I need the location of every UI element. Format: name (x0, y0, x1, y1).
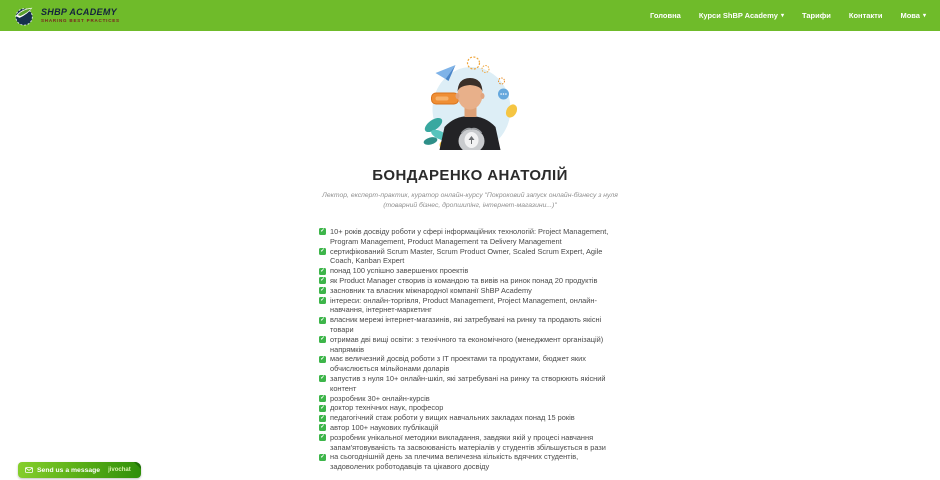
list-item: ✓ сертифікований Scrum Master, Scrum Product Owner, Scaled Scrum Expert, Agile Coach, Kanban Expert (320, 246, 603, 266)
check-icon: ✓ (320, 355, 325, 362)
list-item: ✓ автор 100+ наукових публікацій (320, 422, 439, 432)
list-item: ✓ розробник унікальної методики викладання, завдяки якій у процесі навчання запам'ятовуваність та засвоюваність матеріалів у студентів збільшується в рази (320, 432, 606, 452)
list-item: ✓ доктор технічних наук, професор (320, 403, 444, 413)
check-icon: ✓ (320, 375, 325, 382)
check-icon: ✓ (320, 404, 325, 411)
list-item: ✓ як Product Manager створив із командою та вивів на ринок понад 20 продуктів (320, 275, 598, 285)
lecturer-subtitle: Лектор, експерт-практик, куратор онлайн-курсу "Покроковий запуск онлайн-бізнесу з нуля (товарний бізнес, дропшипінг, інтернет-магазини...)" (322, 192, 618, 210)
check-icon: ✓ (320, 228, 325, 235)
list-item: ✓ педагогічний стаж роботи у вищих навчальних закладах понад 15 років (320, 413, 575, 423)
logo-title: SHBP ACADEMY (41, 6, 117, 17)
logo-globe-icon (14, 5, 36, 27)
check-icon: ✓ (320, 434, 325, 441)
nav-item-home[interactable]: Головна (649, 11, 681, 20)
page-title: БОНДАРЕНКО АНАТОЛІЙ (372, 167, 568, 184)
page-content (0, 31, 940, 480)
lecturer-photo (422, 53, 519, 150)
main-nav (650, 11, 926, 20)
check-icon: ✓ (320, 453, 325, 460)
chevron-down-icon: ▾ (780, 12, 784, 19)
check-icon: ✓ (320, 424, 325, 431)
logo-tagline: SHARING BEST PRACTICES (41, 17, 120, 23)
list-item: ✓ отримав дві вищі освіти: з технічного та економічного (менеджмент організацій) напрямків (320, 334, 604, 354)
check-icon: ✓ (320, 287, 325, 294)
chevron-down-icon: ▾ (922, 12, 926, 19)
list-item: ✓ розробник 30+ онлайн-курсів (320, 393, 430, 403)
nav-item-language[interactable]: Мова ▾ (900, 11, 926, 20)
nav-item-courses[interactable]: Курси ShBP Academy ▾ (698, 11, 784, 20)
chat-widget[interactable] (18, 462, 141, 478)
check-icon: ✓ (320, 394, 325, 401)
list-item: ✓ інтереси: онлайн-торгівля, Product Management, Project Management, онлайн-навчання, інтернет-маркетинг (320, 295, 597, 315)
check-icon: ✓ (320, 247, 325, 254)
envelope-icon (25, 467, 33, 473)
achievements-list (319, 227, 621, 472)
chat-message-label: Send us a message (37, 466, 101, 474)
lecturer-portrait-illustration (422, 53, 519, 150)
check-icon: ✓ (320, 277, 325, 284)
check-icon: ✓ (320, 336, 325, 343)
check-icon: ✓ (320, 296, 325, 303)
list-item: ✓ власник мережі інтернет-магазинів, які затребувані на ринку та продають якісні товари (320, 315, 602, 334)
check-icon: ✓ (320, 414, 325, 421)
nav-item-contacts[interactable]: Контакти (848, 11, 883, 20)
list-item: ✓ запустив з нуля 10+ онлайн-шкіл, які затребувані на ринку та створюють якісний контент (320, 373, 606, 393)
check-icon: ✓ (320, 316, 325, 323)
list-item: ✓ на сьогоднішній день за плечима величезна кількість вдячних студентів, задоволених роботодавців та цікавого досвіду (320, 452, 579, 472)
list-item: ✓ засновник та власник міжнародної компанії ShBP Academy (320, 285, 532, 295)
logo[interactable] (14, 5, 120, 27)
top-navigation-bar (0, 0, 940, 31)
chat-brand-label: jivochat (108, 467, 131, 473)
check-icon: ✓ (320, 267, 325, 274)
list-item: ✓ понад 100 успішно завершених проектів (320, 266, 469, 276)
list-item: ✓ 10+ років досвіду роботи у сфері інформаційних технологій: Project Management, Program Management, Product Management та Delivery Management (320, 227, 609, 246)
list-item: ✓ має величезний досвід роботи з ІТ проектами та продуктами, бюджет яких обчислюється мільйонами доларів (320, 354, 586, 374)
nav-item-pricing[interactable]: Тарифи (801, 11, 831, 20)
